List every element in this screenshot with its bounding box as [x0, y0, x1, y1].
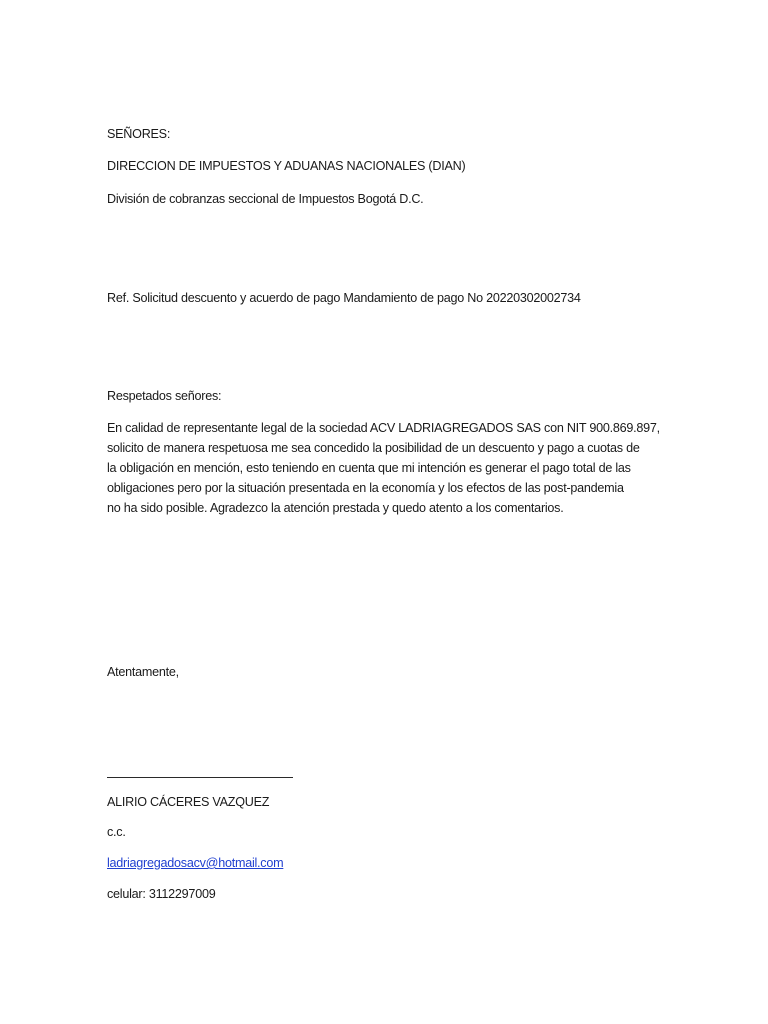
signer-id: c.c.: [107, 825, 126, 839]
body-line: obligaciones pero por la situación presentada en la economía y los efectos de las post-pandemia: [107, 481, 624, 495]
recipient-division: División de cobranzas seccional de Impuestos Bogotá D.C.: [107, 192, 424, 206]
reference-line: Ref. Solicitud descuento y acuerdo de pago Mandamiento de pago No 20220302002734: [107, 291, 581, 305]
body-line: En calidad de representante legal de la sociedad ACV LADRIAGREGADOS SAS con NIT 900.869.897,: [107, 421, 660, 435]
body-line: solicito de manera respetuosa me sea concedido la posibilidad de un descuento y pago a cuotas de: [107, 441, 640, 455]
signer-phone: celular: 3112297009: [107, 887, 216, 901]
greeting: Respetados señores:: [107, 389, 222, 403]
closing: Atentamente,: [107, 665, 179, 679]
recipient-org: DIRECCION DE IMPUESTOS Y ADUANAS NACIONALES (DIAN): [107, 159, 466, 173]
body-line: no ha sido posible. Agradezco la atención prestada y quedo atento a los comentarios.: [107, 501, 564, 515]
signer-email-link[interactable]: ladriagregadosacv@hotmail.com: [107, 856, 284, 870]
signature-line: [107, 777, 293, 778]
body-line: la obligación en mención, esto teniendo en cuenta que mi intención es generar el pago total de las: [107, 461, 631, 475]
signer-name: ALIRIO CÁCERES VAZQUEZ: [107, 795, 270, 809]
salutation-header: SEÑORES:: [107, 127, 171, 141]
